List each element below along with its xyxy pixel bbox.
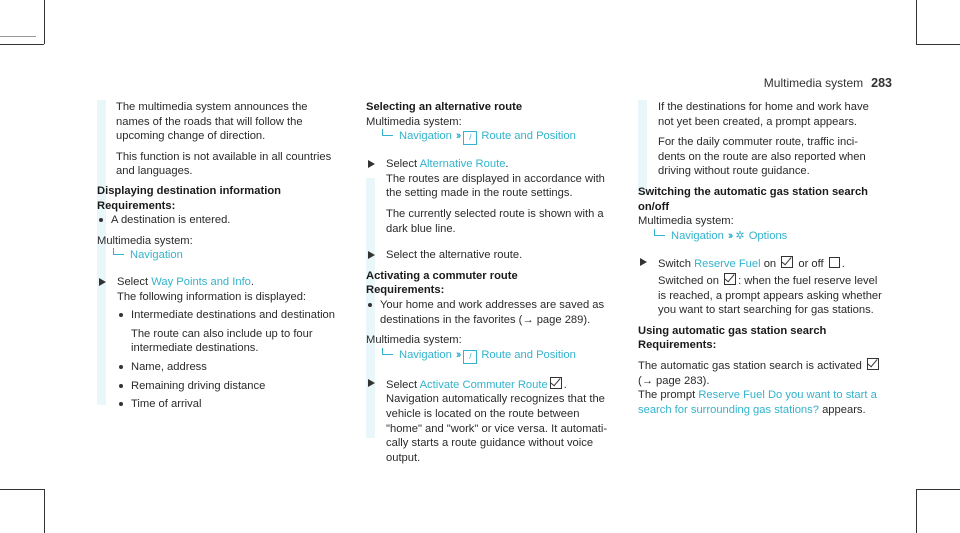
note-line: and languages.: [116, 165, 193, 178]
list-item: Time of arrival: [117, 397, 357, 412]
multimedia-system-label: Multimedia system:: [366, 334, 462, 347]
multimedia-system-label: Multimedia system:: [97, 234, 193, 247]
note-line: This function is not available in all countries: [116, 150, 332, 163]
column-1: [116, 100, 356, 185]
multimedia-system-label: Multimedia system:: [638, 215, 734, 228]
text-line: For the daily commuter route, traffic inci-: [658, 136, 858, 149]
crop-mark: [0, 489, 44, 490]
text-line: The routes are displayed in accordance with: [386, 172, 605, 185]
list-subtext: The route can also include up to four: [131, 327, 313, 340]
nav-link[interactable]: Navigation: [399, 348, 452, 361]
section-heading: on/off: [638, 200, 670, 213]
crop-mark: [0, 36, 36, 37]
column-2: [366, 100, 632, 465]
nav-path: [97, 248, 357, 263]
checkbox-empty-icon: [829, 257, 840, 268]
enter-arrow-icon: [654, 229, 665, 236]
step-arrow-icon: [99, 278, 106, 286]
text-line: search for surrounding gas stations? appears.: [638, 403, 866, 416]
checkbox-checked-icon: [550, 377, 562, 389]
intro-line: names of the roads that will follow the: [116, 115, 303, 128]
text-line: The automatic gas station search is activated: [638, 357, 900, 374]
reserve-fuel-link[interactable]: Reserve Fuel: [694, 258, 761, 271]
nav-path: [638, 229, 900, 244]
prompt-link[interactable]: Reserve Fuel Do you want to start a: [698, 389, 877, 402]
list-item: Name, address: [117, 360, 357, 375]
section-heading: Activating a commuter route: [366, 269, 518, 282]
step: Select Way Points and Info.: [97, 275, 357, 290]
section-title: Multimedia system: [763, 76, 864, 90]
text-line: output.: [386, 451, 421, 464]
requirements-heading: Requirements:: [97, 199, 176, 212]
text-line: (→ page 283).: [638, 374, 710, 387]
crop-mark: [916, 489, 960, 490]
way-points-link[interactable]: Way Points and Info: [151, 275, 251, 288]
text-line: vehicle is located on the route between: [386, 407, 580, 420]
chevron-icon: ››: [455, 130, 460, 143]
multimedia-system-label: Multimedia system:: [366, 115, 462, 128]
section-heading: Displaying destination information: [97, 185, 281, 197]
section-heading: Selecting an alternative route: [366, 101, 523, 113]
checkbox-checked-icon: [867, 358, 879, 370]
text-line: driving without route guidance.: [658, 165, 810, 178]
text-line: Switched on : when the fuel reserve level: [658, 274, 878, 287]
list-subtext: intermediate destinations.: [131, 342, 259, 355]
text-line: is reached, a prompt appears asking whether: [658, 289, 882, 302]
alternative-route-link[interactable]: Alternative Route: [419, 158, 506, 171]
prompt-link[interactable]: search for surrounding gas stations?: [638, 403, 819, 416]
intro-line: The multimedia system announces the: [116, 101, 308, 113]
text-line: "home" and "work" or vice versa. It automati-: [386, 422, 608, 435]
enter-arrow-icon: [382, 129, 393, 136]
nav-link[interactable]: Navigation: [399, 130, 452, 143]
chevron-icon: ››: [455, 348, 460, 361]
requirement-item: Your home and work addresses are saved as: [366, 298, 632, 313]
step: Select Alternative Route.: [366, 157, 632, 172]
checkbox-checked-icon: [724, 273, 736, 285]
column-1-main: [97, 184, 357, 412]
route-icon: /: [463, 131, 477, 145]
enter-arrow-icon: [382, 348, 393, 355]
text-line: dark blue line.: [386, 222, 456, 235]
step: Select the alternative route.: [366, 248, 632, 263]
nav-path: [366, 348, 632, 364]
options-link[interactable]: Options: [748, 229, 788, 242]
requirements-heading: Requirements:: [366, 284, 445, 297]
crop-mark: [44, 0, 45, 44]
step-arrow-icon: [368, 251, 375, 259]
text-line: Navigation automatically recognizes that the: [386, 393, 605, 406]
crop-mark: [916, 0, 917, 44]
text-line: The prompt Reserve Fuel Do you want to start a: [638, 389, 877, 402]
requirement-item-cont: destinations in the favorites (→ page 289).: [380, 313, 591, 326]
text-line: cally starts a route guidance without voice: [386, 437, 594, 450]
list-item: Remaining driving distance: [117, 379, 357, 394]
commuter-route-link[interactable]: Activate Commuter Route: [419, 378, 548, 391]
text-line: The currently selected route is shown with a: [386, 207, 604, 220]
column-3: [638, 100, 900, 417]
step-arrow-icon: [368, 379, 375, 387]
section-heading: Switching the automatic gas station search: [638, 185, 869, 198]
step-arrow-icon: [368, 160, 375, 168]
crop-mark: [0, 44, 44, 45]
page-number: 283: [871, 76, 892, 90]
requirements-heading: Requirements:: [638, 339, 717, 352]
step: Select Activate Commuter Route .: [366, 376, 632, 393]
step-arrow-icon: [640, 258, 647, 266]
route-position-link[interactable]: Route and Position: [481, 130, 576, 143]
text-line: the setting made in the route settings.: [386, 187, 573, 200]
checkbox-checked-icon: [781, 256, 793, 268]
list-item: Intermediate destinations and destination: [117, 308, 357, 323]
crop-mark: [916, 489, 917, 533]
text-line: dents on the route are also reported when: [658, 150, 866, 163]
route-icon: /: [463, 350, 477, 364]
section-heading: Using automatic gas station search: [638, 324, 827, 337]
nav-path: [366, 129, 632, 145]
intro-line: upcoming change of direction.: [116, 130, 266, 143]
crop-mark: [916, 44, 960, 45]
follow-text: The following information is displayed:: [117, 290, 307, 303]
nav-link[interactable]: Navigation: [130, 249, 183, 262]
enter-arrow-icon: [113, 248, 124, 255]
page-header: [764, 76, 892, 90]
requirement-item: A destination is entered.: [97, 213, 357, 228]
crop-mark: [44, 489, 45, 533]
chevron-icon: ››: [727, 229, 732, 242]
step: Switch Reserve Fuel on or off .: [638, 255, 900, 272]
gear-icon: ✲: [735, 229, 745, 242]
text-line: not yet been created, a prompt appears.: [658, 115, 858, 128]
text-line: you want to start searching for gas stations.: [658, 304, 874, 317]
nav-link[interactable]: Navigation: [671, 229, 724, 242]
route-position-link[interactable]: Route and Position: [481, 348, 576, 361]
text-line: If the destinations for home and work have: [658, 101, 869, 113]
